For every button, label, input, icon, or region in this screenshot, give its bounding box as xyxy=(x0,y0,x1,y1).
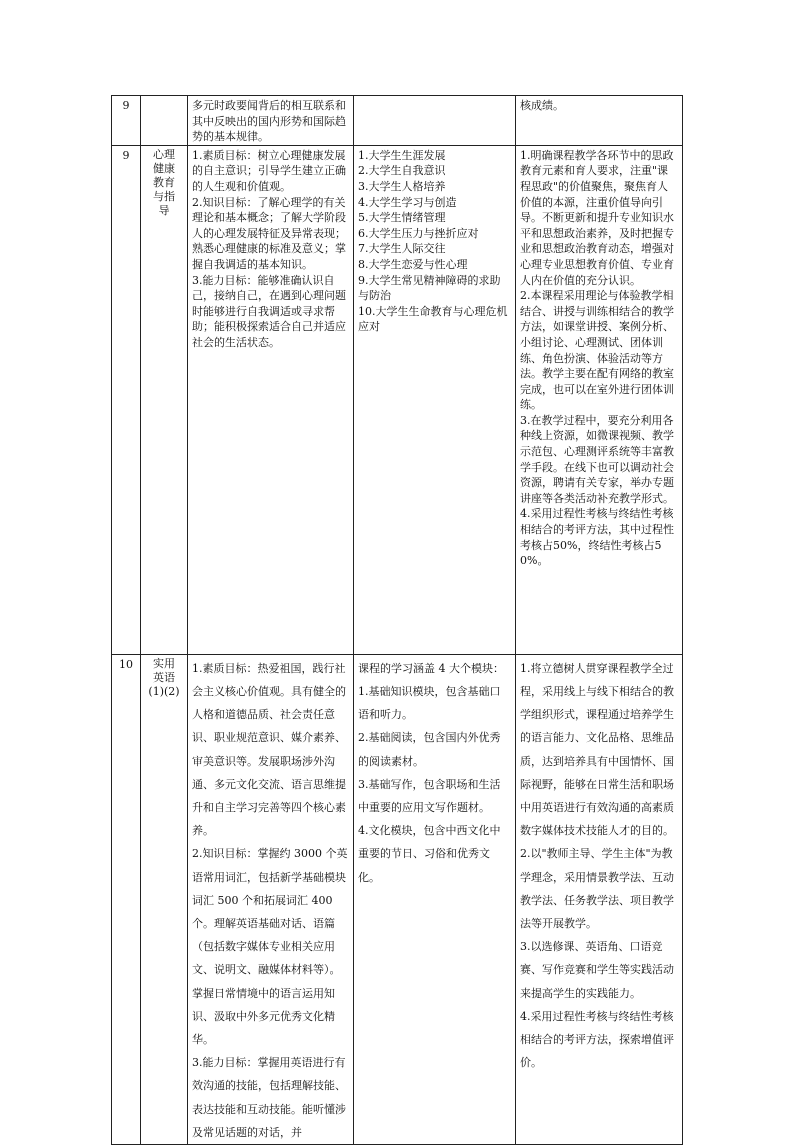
goal-paragraph: 2.知识目标：掌握约 3000 个英语常用词汇，包括新学基础模块词汇 500 个和拓展词汇 400 个。理解英语基础对话、语篇（包括数字媒体专业相关应用文、说明文、融媒体材料等）。掌握日常情境中的语言运用知识、汲取中外多元优秀文化精华。 xyxy=(192,847,348,1047)
content-item: 6.大学生压力与挫折应对 xyxy=(358,226,479,240)
content-item: 3.基础写作，包含职场和生活中重要的应用文写作题材。 xyxy=(358,777,501,814)
goals-cell xyxy=(188,96,354,146)
goal-paragraph: 1.素质目标：热爱祖国，践行社会主义核心价值观。具有健全的人格和道德品质、社会责任意识、职业规范意识、媒介素养、审美意识等。发展职场涉外沟通、多元文化交流、语言思维提升和自主学习完善等四个核心素养。 xyxy=(192,661,346,838)
content-cell xyxy=(354,145,516,654)
content-item: 课程的学习涵盖 4 大个模块： xyxy=(358,661,504,675)
row-number: 9 xyxy=(112,96,141,146)
methods-cell xyxy=(516,96,683,146)
table-row xyxy=(112,96,683,146)
course-name-line: 英语 xyxy=(153,670,175,684)
course-name xyxy=(141,654,188,1144)
course-name-line: 与指 xyxy=(153,189,175,203)
content-item: 4.文化模块，包含中西文化中重要的节日、习俗和优秀文化。 xyxy=(358,824,501,884)
course-name xyxy=(141,96,188,146)
method-paragraph: 4.采用过程性考核与终结性考核相结合的考评方法，其中过程性考核占50%，终结性考核占50%。 xyxy=(520,507,674,568)
course-name-line: 心理 xyxy=(153,147,175,161)
table-row xyxy=(112,145,683,654)
method-paragraph: 1.明确课程教学各环节中的思政教育元素和育人要求，注重"课程思政"的价值聚焦，聚焦育人价值的本源，注重价值导向引导。不断更新和提升专业知识水平和思想政治素养，及时把握专业和思想政治教育动态，增强对心理专业思想教育价值、专业育人内在价值的充分认识。 xyxy=(520,148,674,287)
course-table xyxy=(111,95,683,1145)
goal-paragraph: 3.能力目标：能够准确认识自己，接纳自己，在遇到心理问题时能够进行自我调适或寻求帮助；能积极探索适合自己并适应社会的生活状态。 xyxy=(192,273,346,349)
method-paragraph: 核成绩。 xyxy=(520,99,564,112)
row-number: 10 xyxy=(112,654,141,1144)
method-paragraph: 4.采用过程性考核与终结性考核相结合的考评方法，探索增值评价。 xyxy=(520,1009,674,1070)
course-name-line: 导 xyxy=(158,203,170,217)
content-item: 2.基础阅读，包含国内外优秀的阅读素材。 xyxy=(358,731,501,768)
row-number: 9 xyxy=(112,145,141,654)
goals-cell xyxy=(188,654,354,1144)
method-paragraph: 2.以"教师主导、学生主体"为教学理念，采用情景教学法、互动教学法、任务教学法、项目教学法等开展教学。 xyxy=(520,847,674,931)
course-name-line: 健康 xyxy=(153,161,175,175)
content-item: 10.大学生生命教育与心理危机应对 xyxy=(358,304,508,334)
content-item: 8.大学生恋爱与性心理 xyxy=(358,257,468,271)
content-item: 5.大学生情绪管理 xyxy=(358,211,446,225)
methods-cell xyxy=(516,145,683,654)
content-item: 4.大学生学习与创造 xyxy=(358,195,457,209)
method-paragraph: 2.本课程采用理论与体验教学相结合、讲授与训练相结合的教学方法，如课堂讲授、案例分析、小组讨论、心理测试、团体训练、角色扮演、体验活动等方法。教学主要在配有网络的教室完成，也可以在室外进行团体训练。 xyxy=(520,289,674,412)
content-cell xyxy=(354,654,516,1144)
goals-cell xyxy=(188,145,354,654)
content-item: 1.基础知识模块，包含基础口语和听力。 xyxy=(358,684,501,722)
table-row xyxy=(112,654,683,1144)
content-item: 7.大学生人际交往 xyxy=(358,242,446,256)
goal-paragraph: 2.知识目标：了解心理学的有关理论和基本概念；了解大学阶段人的心理发展特征及异常表现；熟悉心理健康的标准及意义；掌握自我调适的基本知识。 xyxy=(192,195,346,271)
course-name-line: 实用 xyxy=(153,656,175,670)
content-item: 1.大学生生涯发展 xyxy=(358,148,446,162)
content-item: 3.大学生人格培养 xyxy=(358,179,446,193)
content-item: 9.大学生常见精神障碍的求助与防治 xyxy=(358,273,501,303)
course-name-line: 教育 xyxy=(153,175,175,189)
goal-paragraph: 3.能力目标：掌握用英语进行有效沟通的技能，包括理解技能、表达技能和互动技能。能听懂涉及常见话题的对话，并 xyxy=(192,1056,346,1139)
methods-cell xyxy=(516,654,683,1144)
content-cell xyxy=(354,96,516,146)
goal-paragraph: 多元时政要闻背后的相互联系和其中反映出的国内形势和国际趋势的基本规律。 xyxy=(192,99,346,144)
content-item: 2.大学生自我意识 xyxy=(358,164,446,178)
method-paragraph: 1.将立德树人贯穿课程教学全过程，采用线上与线下相结合的教学组织形式，课程通过培养学生的语言能力、文化品格、思维品质，达到培养具有中国情怀、国际视野，能够在日常生活和职场中用英语进行有效沟通的高素质数字媒体技术技能人才的目的。 xyxy=(520,661,674,838)
goal-paragraph: 1.素质目标：树立心理健康发展的自主意识；引导学生建立正确的人生观和价值观。 xyxy=(192,148,346,193)
method-paragraph: 3.在教学过程中，要充分利用各种线上资源，如微课视频、教学示范包、心理测评系统等丰富教学手段。在线下也可以调动社会资源，聘请有关专家，举办专题讲座等各类活动补充教学形式。 xyxy=(520,413,674,505)
course-name-line: (1)(2) xyxy=(148,684,180,698)
course-name xyxy=(141,145,188,654)
method-paragraph: 3.以选修课、英语角、口语竞赛、写作竞赛和学生等实践活动来提高学生的实践能力。 xyxy=(520,940,674,1000)
